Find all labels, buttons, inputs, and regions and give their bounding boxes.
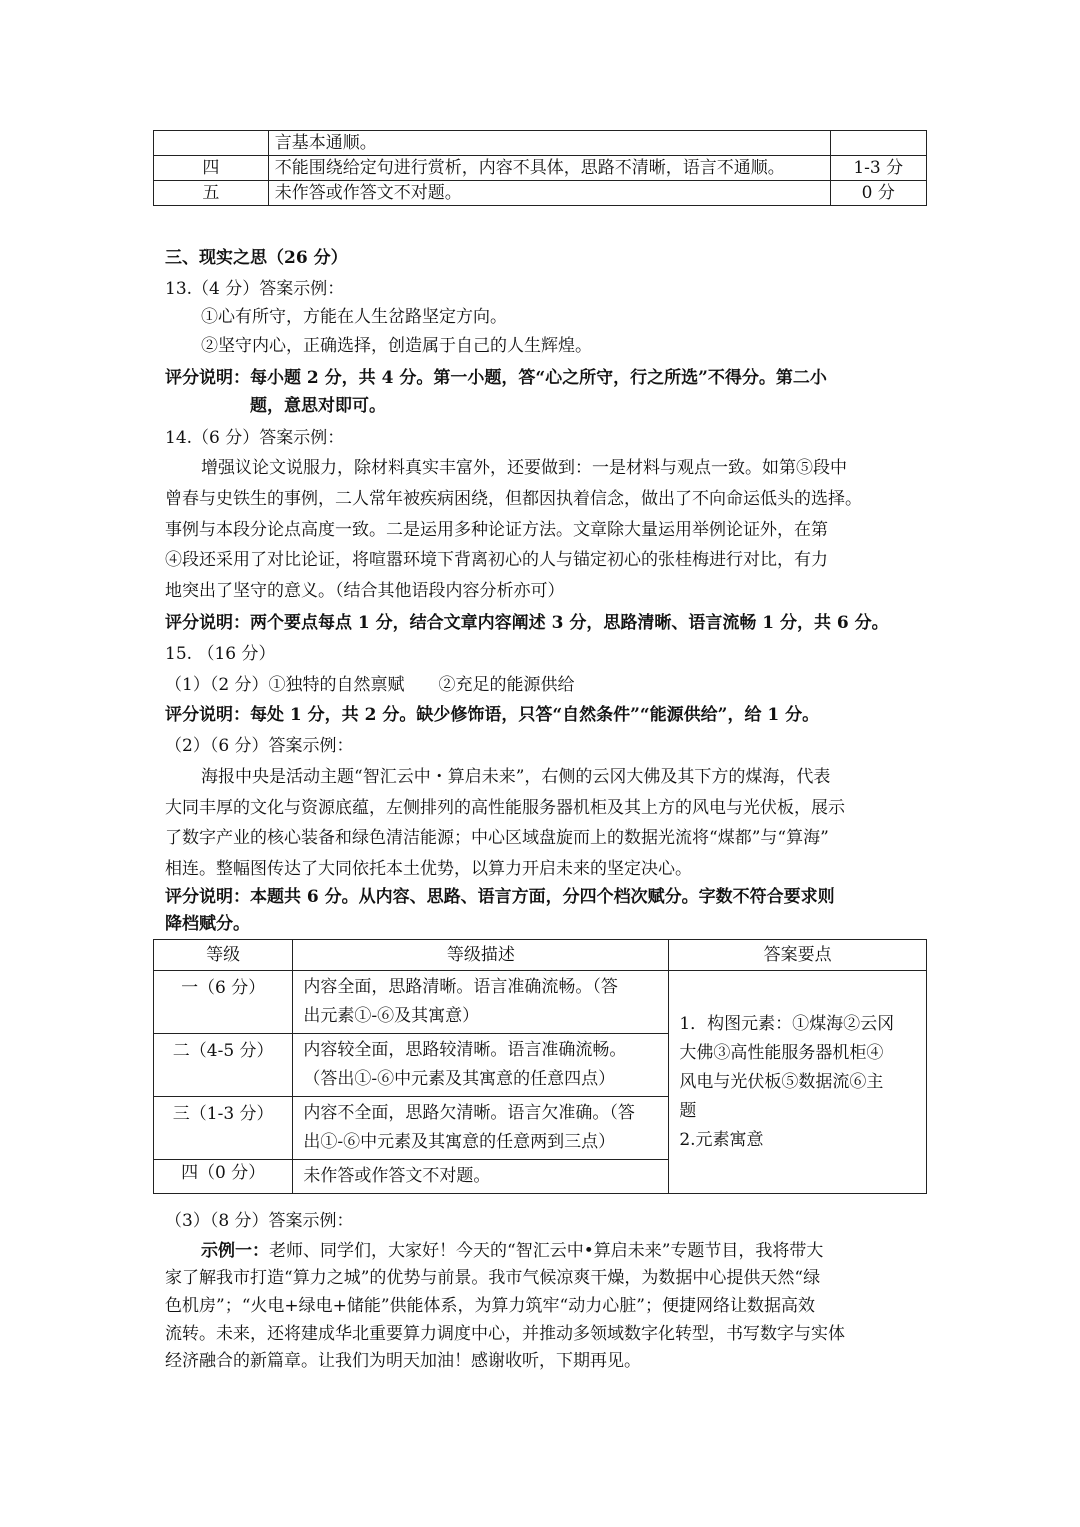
section-heading: 三、现实之思（26 分） [165,248,348,268]
q15-part1-answer: （1）（2 分）①独特的自然禀赋 ②充足的能源供给 [165,675,575,695]
score-cell: 0 分 [830,181,927,206]
question-15-title: 15. （16 分） [165,644,276,664]
example-text: 老师、同学们，大家好！今天的“智汇云中•算启未来”专题节目，我将带大 [269,1241,824,1261]
description-cell [293,1160,669,1194]
example-label: 示例一： [201,1241,269,1261]
key-point-line: 大佛③高性能服务器机柜④ [679,1042,884,1063]
table-row [154,156,927,181]
q14-answer-line: 事例与本段分论点高度一致。二是运用多种论证方法。文章除大量运用举例论证外，在第 [165,520,828,540]
score-cell: 1-3 分 [830,156,927,181]
description-line: 内容较全面，思路较清晰。语言准确流畅。 [303,1040,627,1060]
q13-scoring-note-cont: 题，意思对即可。 [250,396,386,416]
table-row [154,181,927,206]
description-line: （答出①-⑥中元素及其寓意的任意四点） [303,1069,616,1089]
level-cell: 五 [154,181,269,206]
q15-part2-scoring: 评分说明：本题共 6 分。从内容、思路、语言方面，分四个档次赋分。字数不符合要求则 [165,887,835,907]
q15-part2-line: 了数字产业的核心装备和绿色清洁能源；中心区域盘旋而上的数据光流将“煤都”与“算海” [165,828,829,848]
q14-answer-line: 增强议论文说服力，除材料真实丰富外，还要做到：一是材料与观点一致。如第⑤段中 [201,458,847,478]
q15-part3-line: 经济融合的新篇章。让我们为明天加油！感谢收听，下期再见。 [165,1351,641,1371]
q15-part3-title: （3）（8 分）答案示例： [165,1211,354,1231]
question-13-title: 13.（4 分）答案示例： [165,279,345,299]
q13-scoring-note: 评分说明：每小题 2 分，共 4 分。第一小题，答“心之所守，行之所选”不得分。第二小 [165,368,827,388]
score-cell [830,131,927,156]
header-description: 等级描述 [293,940,669,971]
description-cell [293,1034,669,1097]
description-cell [293,971,669,1034]
description-line: 未作答或作答文不对题。 [303,1166,491,1186]
description-line: 出元素①-⑥及其寓意） [303,1006,480,1026]
q15-part2-line: 相连。整幅图传达了大同依托本土优势，以算力开启未来的坚定决心。 [165,859,692,879]
description-line: 内容全面，思路清晰。语言准确流畅。（答 [303,977,618,997]
description-line: 出①-⑥中元素及其寓意的任意两到三点） [303,1132,616,1152]
q15-part3-line [201,1239,823,1263]
header-key-points: 答案要点 [669,940,927,971]
q15-part2-title: （2）（6 分）答案示例： [165,736,354,756]
description-cell: 言基本通顺。 [268,131,830,156]
scoring-table-continued [153,130,927,206]
description-cell [293,1097,669,1160]
level-cell: 三（1-3 分） [154,1097,293,1160]
q14-answer-line: 地突出了坚守的意义。（结合其他语段内容分析亦可） [165,581,565,601]
key-point-line: 风电与光伏板⑤数据流⑥主 [679,1071,884,1092]
q14-scoring-note: 评分说明：两个要点每点 1 分，结合文章内容阐述 3 分，思路清晰、语言流畅 1 分，共 6 分。 [165,613,889,633]
key-point-line: 2.元素寓意 [679,1129,764,1150]
key-points-cell [669,971,927,1194]
q15-part3-line: 家了解我市打造“算力之城”的优势与前景。我市气候凉爽干燥，为数据中心提供天然“绿 [165,1268,821,1288]
description-cell: 未作答或作答文不对题。 [268,181,830,206]
q15-part3-line: 色机房”；“火电+绿电+储能”供能体系，为算力筑牢“动力心脏”；便捷网络让数据高效 [165,1296,815,1316]
q14-answer-line: 曾春与史铁生的事例，二人常年被疾病困绕，但都因执着信念，做出了不向命运低头的选择。 [165,489,862,509]
level-cell: 四（0 分） [154,1160,293,1194]
table-row [154,971,927,1034]
q13-answer-2: ②坚守内心，正确选择，创造属于自己的人生辉煌。 [201,336,592,356]
question-14-title: 14.（6 分）答案示例： [165,428,345,448]
q15-part2-line: 海报中央是活动主题“智汇云中・算启未来”，右侧的云冈大佛及其下方的煤海，代表 [201,767,831,787]
table-row [154,131,927,156]
q15-part1-scoring: 评分说明：每处 1 分，共 2 分。缺少修饰语，只答“自然条件”“能源供给”，给 1 分。 [165,705,820,725]
q15-part2-scoring-cont: 降档赋分。 [165,914,250,934]
table-header-row [154,940,927,971]
description-line: 内容不全面，思路欠清晰。语言欠准确。（答 [303,1103,635,1123]
description-cell: 不能围绕给定句进行赏析，内容不具体，思路不清晰，语言不通顺。 [268,156,830,181]
q15-part3-line: 流转。未来，还将建成华北重要算力调度中心，并推动多领域数字化转型，书写数字与实体 [165,1324,845,1344]
key-point-line: 1．构图元素：①煤海②云冈 [679,1013,895,1034]
q13-answer-1: ①心有所守，方能在人生岔路坚定方向。 [201,307,507,327]
key-point-line: 题 [679,1100,697,1121]
q15-part2-line: 大同丰厚的文化与资源底蕴，左侧排列的高性能服务器机柜及其上方的风电与光伏板，展示 [165,798,845,818]
level-cell: 四 [154,156,269,181]
level-cell: 二（4-5 分） [154,1034,293,1097]
level-cell [154,131,269,156]
level-cell: 一（6 分） [154,971,293,1034]
q14-answer-line: ④段还采用了对比论证，将喧嚣环境下背离初心的人与锚定初心的张桂梅进行对比，有力 [165,550,828,570]
header-level: 等级 [154,940,293,971]
grading-table [153,939,927,1194]
